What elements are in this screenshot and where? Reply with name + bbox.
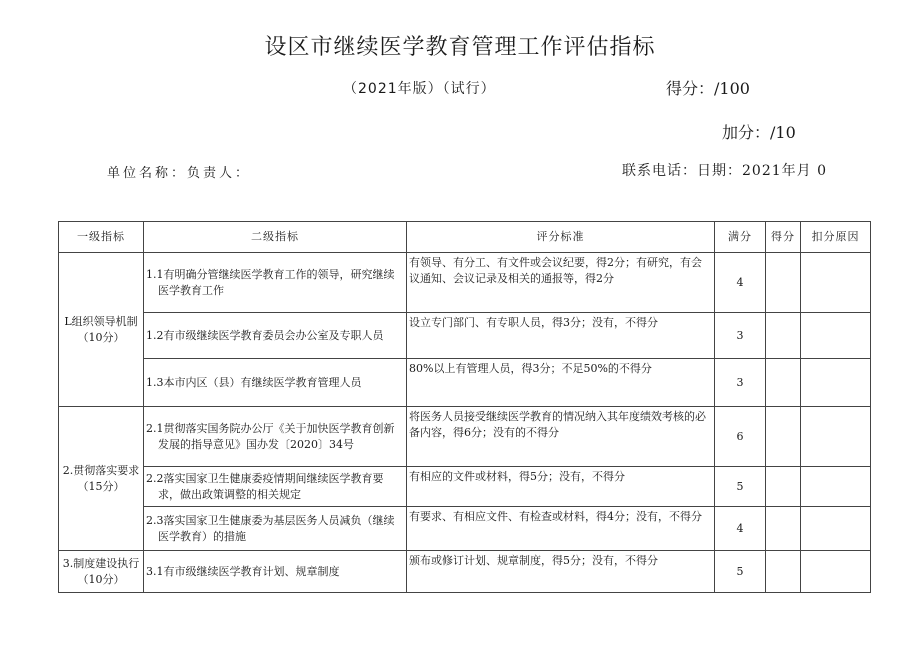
evaluation-table (58, 221, 871, 593)
level2-cell: 1.3本市内区（县）有继续医学教育管理人员 (144, 359, 407, 407)
criteria-cell: 将医务人员接受继续医学教育的情况纳入其年度绩效考核的必备内容，得6分；没有的不得分 (407, 407, 715, 467)
level2-cell: 2.1贯彻落实国务院办公厅《关于加快医学教育创新发展的指导意见》国办发〔2020〕34号 (144, 407, 407, 467)
criteria-cell: 颁布或修订计划、规章制度，得5分；没有，不得分 (407, 551, 715, 593)
table-row (59, 253, 871, 313)
full-score-cell: 4 (715, 507, 766, 551)
unit-name-label: 单位名称：负责人： (107, 166, 252, 181)
score-cell[interactable] (766, 467, 801, 507)
full-score-cell: 5 (715, 467, 766, 507)
criteria-cell: 有相应的文件或材料，得5分；没有，不得分 (407, 467, 715, 507)
criteria-cell: 有要求、有相应文件、有检查或材料，得4分；没有，不得分 (407, 507, 715, 551)
table-row (59, 359, 871, 407)
page-title: 设区市继续医学教育管理工作评估指标 (264, 35, 656, 60)
score-cell[interactable] (766, 359, 801, 407)
edition-subtitle: （2021年版）（试行） (343, 81, 496, 97)
table-row (59, 407, 871, 467)
level2-cell: 1.2有市级继续医学教育委员会办公室及专职人员 (144, 313, 407, 359)
header-score: 得分 (766, 222, 801, 253)
criteria-cell: 设立专门部门、有专职人员，得3分；没有，不得分 (407, 313, 715, 359)
header-full-score: 满分 (715, 222, 766, 253)
contact-date-label: 联系电话：日期：2021年月 0 (622, 163, 827, 179)
level2-cell: 2.3落实国家卫生健康委为基层医务人员减负（继续医学教育）的措施 (144, 507, 407, 551)
table-row (59, 467, 871, 507)
score-cell[interactable] (766, 253, 801, 313)
header-criteria: 评分标准 (407, 222, 715, 253)
deduction-reason-cell[interactable] (801, 359, 871, 407)
header-level2: 二级指标 (144, 222, 407, 253)
table-header-row (59, 222, 871, 253)
criteria-cell: 有领导、有分工、有文件或会议纪要，得2分；有研究，有会议通知、会议记录及相关的通报等，得2分 (407, 253, 715, 313)
deduction-reason-cell[interactable] (801, 313, 871, 359)
score-cell[interactable] (766, 407, 801, 467)
full-score-cell: 3 (715, 313, 766, 359)
table-row (59, 313, 871, 359)
score-cell[interactable] (766, 507, 801, 551)
header-level1: 一级指标 (59, 222, 144, 253)
level1-cell: L组织领导机制（10分） (59, 253, 144, 407)
full-score-cell: 3 (715, 359, 766, 407)
deduction-reason-cell[interactable] (801, 407, 871, 467)
score-cell[interactable] (766, 551, 801, 593)
deduction-reason-cell[interactable] (801, 253, 871, 313)
deduction-reason-cell[interactable] (801, 467, 871, 507)
total-score-label: 得分：/100 (666, 79, 750, 98)
deduction-reason-cell[interactable] (801, 507, 871, 551)
bonus-score-label: 加分：/10 (722, 123, 796, 142)
table-row (59, 507, 871, 551)
score-cell[interactable] (766, 313, 801, 359)
level2-cell: 1.1有明确分管继续医学教育工作的领导，研究继续医学教育工作 (144, 253, 407, 313)
level1-cell: 3.制度建设执行（10分） (59, 551, 144, 593)
full-score-cell: 4 (715, 253, 766, 313)
table-row (59, 551, 871, 593)
full-score-cell: 5 (715, 551, 766, 593)
level2-cell: 3.1有市级继续医学教育计划、规章制度 (144, 551, 407, 593)
level2-cell: 2.2落实国家卫生健康委疫情期间继续医学教育要求，做出政策调整的相关规定 (144, 467, 407, 507)
full-score-cell: 6 (715, 407, 766, 467)
level1-cell: 2.贯彻落实要求（15分） (59, 407, 144, 551)
header-deduction-reason: 扣分原因 (801, 222, 871, 253)
criteria-cell: 80%以上有管理人员，得3分；不足50%的不得分 (407, 359, 715, 407)
deduction-reason-cell[interactable] (801, 551, 871, 593)
